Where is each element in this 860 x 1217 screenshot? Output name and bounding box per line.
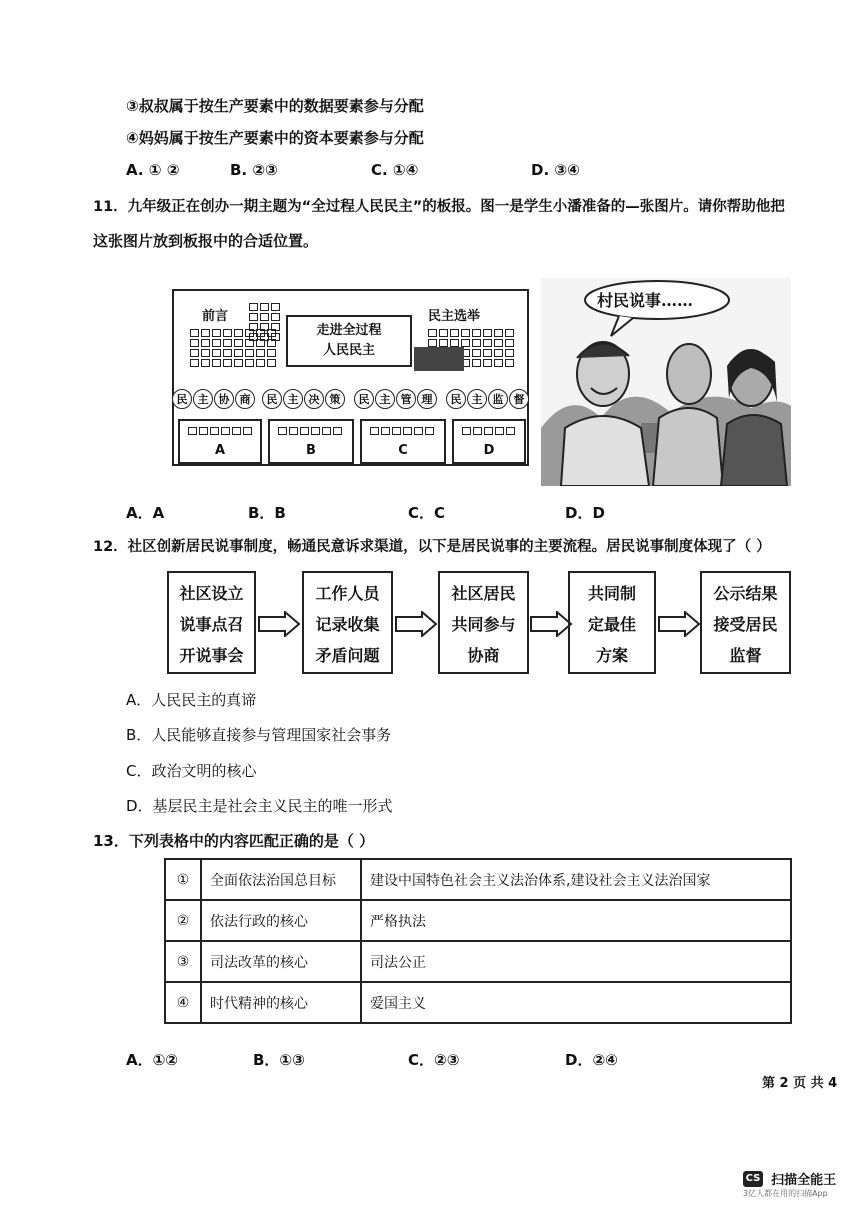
watermark-name: 扫描全能王 — [771, 1173, 837, 1188]
q13-option-b: B．①③ — [253, 1051, 305, 1069]
q11-option-c: C．C — [408, 504, 446, 522]
slot-label: B — [306, 443, 316, 458]
table-row — [165, 859, 791, 900]
board-slot-a — [178, 419, 262, 464]
board-text-grid-left — [190, 329, 276, 367]
q12-option-b: B．人民能够直接参与管理国家社会事务 — [126, 726, 392, 744]
flow-line: 社区居民 — [451, 584, 516, 603]
q13-option-c: C．②③ — [408, 1051, 460, 1069]
q10-option-a: A. ① ② — [126, 161, 180, 179]
flow-line: 共同制 — [587, 584, 636, 603]
circle-char: 决 — [304, 389, 324, 409]
circle-char: 民 — [172, 389, 192, 409]
flow-step-4 — [568, 571, 656, 674]
flow-line: 公示结果 — [713, 584, 778, 603]
table-row — [165, 900, 791, 941]
cartoon-villagers — [541, 278, 791, 486]
circle-char: 民 — [446, 389, 466, 409]
slot-text-grid — [370, 427, 434, 435]
circle-char: 民 — [262, 389, 282, 409]
row-number: ② — [165, 900, 201, 941]
circle-char: 主 — [283, 389, 303, 409]
circle-char: 监 — [488, 389, 508, 409]
flow-step-3 — [438, 571, 529, 674]
flow-line: 开说事会 — [179, 646, 244, 665]
flow-line: 矛盾问题 — [315, 646, 380, 665]
scanner-watermark — [743, 1168, 837, 1198]
board-election-label: 民主选举 — [428, 309, 481, 324]
flow-line: 方案 — [595, 646, 628, 665]
flow-line: 说事点召 — [179, 615, 244, 634]
circle-char: 管 — [396, 389, 416, 409]
table-row — [165, 941, 791, 982]
table-row — [165, 982, 791, 1023]
board-slot-c — [360, 419, 446, 464]
row-number: ④ — [165, 982, 201, 1023]
circle-char: 商 — [235, 389, 255, 409]
circle-group-management — [354, 389, 438, 409]
board-photo — [414, 347, 464, 371]
watermark-logo-icon: CS — [743, 1171, 763, 1187]
q10-item-3: ③叔叔属于按生产要素中的数据要素参与分配 — [126, 97, 424, 115]
row-number: ① — [165, 859, 201, 900]
row-term: 全面依法治国总目标 — [201, 859, 361, 900]
board-center-title — [286, 315, 412, 367]
circle-char: 主 — [193, 389, 213, 409]
row-value: 司法公正 — [361, 941, 791, 982]
board-center-line1: 走进全过程 — [316, 323, 382, 338]
flow-line: 共同参与 — [451, 615, 516, 634]
slot-text-grid — [462, 427, 515, 435]
circle-group-decision — [262, 389, 346, 409]
q11-option-d: D．D — [565, 504, 605, 522]
row-term: 司法改革的核心 — [201, 941, 361, 982]
blackboard-layout — [172, 289, 529, 466]
circle-char: 主 — [467, 389, 487, 409]
slot-text-grid — [278, 427, 342, 435]
slot-text-grid — [188, 427, 252, 435]
flow-step-2 — [302, 571, 393, 674]
q13-option-d: D．②④ — [565, 1051, 618, 1069]
row-term: 依法行政的核心 — [201, 900, 361, 941]
speech-bubble-text: 村民说事…… — [597, 291, 694, 310]
row-value: 建设中国特色社会主义法治体系,建设社会主义法治国家 — [361, 859, 791, 900]
circle-char: 策 — [325, 389, 345, 409]
circle-char: 民 — [354, 389, 374, 409]
q11-option-a: A．A — [126, 504, 165, 522]
q13-stem: 13．下列表格中的内容匹配正确的是（ ） — [93, 832, 375, 850]
flow-step-5 — [700, 571, 791, 674]
flow-line: 工作人员 — [315, 584, 380, 603]
flow-line: 记录收集 — [315, 615, 380, 634]
row-value: 爱国主义 — [361, 982, 791, 1023]
row-term: 时代精神的核心 — [201, 982, 361, 1023]
circle-char: 督 — [509, 389, 529, 409]
flow-step-1 — [167, 571, 256, 674]
row-value: 严格执法 — [361, 900, 791, 941]
q10-option-d: D. ③④ — [531, 161, 580, 179]
watermark-tagline: 3亿人都在用的扫描App — [743, 1189, 828, 1198]
flow-line: 定最佳 — [587, 615, 636, 634]
q11-option-b: B．B — [248, 504, 286, 522]
q13-option-a: A．①② — [126, 1051, 179, 1069]
circle-group-supervision — [446, 389, 530, 409]
circle-char: 主 — [375, 389, 395, 409]
q13-match-table — [164, 858, 792, 1024]
slot-label: D — [483, 443, 495, 458]
row-number: ③ — [165, 941, 201, 982]
circle-group-consultation — [172, 389, 256, 409]
q11-stem-line2: 这张图片放到板报中的合适位置。 — [93, 232, 319, 250]
flow-arrow-icon — [657, 611, 701, 637]
flow-line: 协商 — [467, 646, 500, 665]
flow-line: 社区设立 — [179, 584, 244, 603]
q12-stem: 12．社区创新居民说事制度，畅通民意诉求渠道，以下是居民说事的主要流程。居民说事制度体现了（ ） — [93, 539, 771, 555]
q12-option-c: C．政治文明的核心 — [126, 762, 257, 780]
q10-option-b: B. ②③ — [230, 161, 278, 179]
board-center-line2: 人民民主 — [322, 343, 375, 358]
q12-option-a: A．人民民主的真谛 — [126, 691, 257, 709]
circle-char: 协 — [214, 389, 234, 409]
q11-stem-line1: 11．九年级正在创办一期主题为“全过程人民民主”的板报。图一是学生小潘准备的—张图片。请你帮助他把 — [93, 199, 785, 215]
flow-line: 监督 — [729, 646, 762, 665]
slot-label: C — [398, 443, 408, 458]
flow-arrow-icon — [529, 611, 573, 637]
q10-option-c: C. ①④ — [371, 161, 419, 179]
slot-label: A — [214, 443, 226, 458]
flow-arrow-icon — [257, 611, 301, 637]
page-number: 第 2 页 共 4 — [762, 1076, 838, 1091]
q12-option-d: D．基层民主是社会主义民主的唯一形式 — [126, 797, 393, 815]
board-slot-d — [452, 419, 526, 464]
flow-arrow-icon — [394, 611, 438, 637]
q10-item-4: ④妈妈属于按生产要素中的资本要素参与分配 — [126, 129, 424, 147]
board-preface-label: 前言 — [202, 309, 229, 324]
board-slot-b — [268, 419, 354, 464]
flow-line: 接受居民 — [713, 615, 778, 634]
circle-char: 理 — [417, 389, 437, 409]
